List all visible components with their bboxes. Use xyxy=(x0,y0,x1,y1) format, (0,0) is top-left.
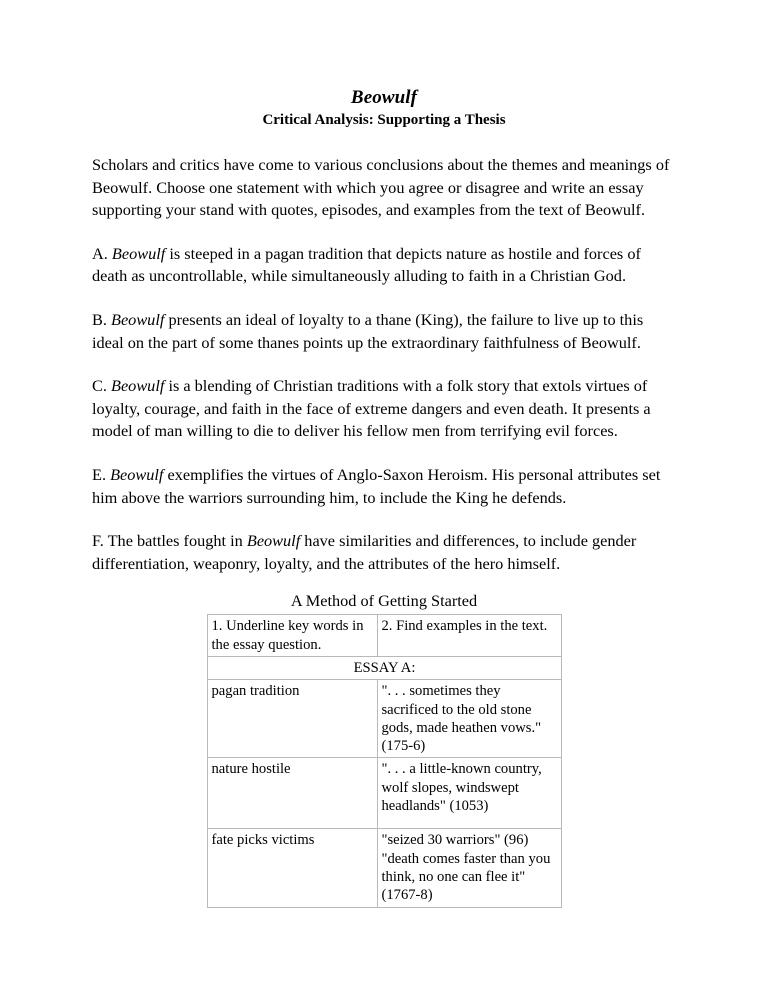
document-title: Beowulf xyxy=(350,87,418,108)
statement-c-italic-title: Beowulf xyxy=(111,376,165,396)
statement-b-label: B. xyxy=(92,309,107,329)
method-table xyxy=(207,614,562,907)
table-cell-keyword: pagan tradition xyxy=(207,680,377,758)
statement-e-italic-title: Beowulf xyxy=(110,464,164,484)
table-header-cell-2: 2. Find examples in the text. xyxy=(377,615,561,657)
table-header-cell-1: 1. Underline key words in the essay question. xyxy=(207,615,377,657)
table-cell-keyword: nature hostile xyxy=(207,758,377,829)
statement-f-label: F. xyxy=(92,531,104,551)
table-row xyxy=(207,758,561,829)
table-cell-evidence: ". . . sometimes they sacrificed to the old stone gods, made heathen vows." (175-6) xyxy=(377,680,561,758)
statement-f xyxy=(92,530,676,575)
table-cell-evidence: ". . . a little-known country, wolf slopes, windswept headlands" (1053) xyxy=(377,758,561,829)
intro-paragraph: Scholars and critics have come to various conclusions about the themes and meanings of Beowulf. Choose one statement with which you agree or disagree and write an essay supporting your stand with quotes, episodes, and examples from the text of Beowulf. xyxy=(92,155,670,220)
table-cell-evidence: "seized 30 warriors" (96) "death comes faster than you think, no one can flee it" (1767-8) xyxy=(377,829,561,907)
statement-f-text-after: have similarities and differences, to include gender differentiation, weaponry, loyalty, and the attributes of the hero himself. xyxy=(92,531,637,573)
table-section-row xyxy=(207,656,561,679)
document-subtitle: Critical Analysis: Supporting a Thesis xyxy=(262,112,506,128)
statement-e-text: exemplifies the virtues of Anglo-Saxon Heroism. His personal attributes set him above the warriors surrounding him, to include the King he defends. xyxy=(92,464,661,507)
statement-f-text-before: The battles fought in xyxy=(103,531,247,551)
table-header-row xyxy=(207,615,561,657)
table-caption: A Method of Getting Started xyxy=(290,591,478,611)
table-section-label: ESSAY A: xyxy=(207,656,561,679)
statement-c-label: C. xyxy=(92,376,107,396)
statement-a-text: is steeped in a pagan tradition that depicts nature as hostile and forces of death as uncontrollable, while simultaneously alluding to faith in a Christian God. xyxy=(92,243,641,286)
statement-b-italic-title: Beowulf xyxy=(111,309,165,329)
table-row xyxy=(207,680,561,758)
table-cell-keyword: fate picks victims xyxy=(207,829,377,907)
statement-a xyxy=(92,243,676,288)
table-row xyxy=(207,829,561,907)
statement-a-italic-title: Beowulf xyxy=(111,243,166,263)
statement-c-text: is a blending of Christian traditions with a folk story that extols virtues of loyalty, courage, and faith in the face of extreme dangers and even death. It presents a model of man willing to die to deliver his fellow men from terrifying evil forces. xyxy=(92,376,651,441)
statement-b-text: presents an ideal of loyalty to a thane (King), the failure to live up to this ideal on the part of some thanes points up the extraordinary faithfulness of Beowulf. xyxy=(92,309,644,352)
statement-a-label: A. xyxy=(92,243,108,263)
statement-b xyxy=(92,309,676,354)
statement-c xyxy=(92,375,676,443)
statement-e xyxy=(92,464,676,509)
table-container xyxy=(92,614,676,907)
statement-e-label: E. xyxy=(92,464,107,484)
statement-f-italic-title: Beowulf xyxy=(246,531,301,551)
